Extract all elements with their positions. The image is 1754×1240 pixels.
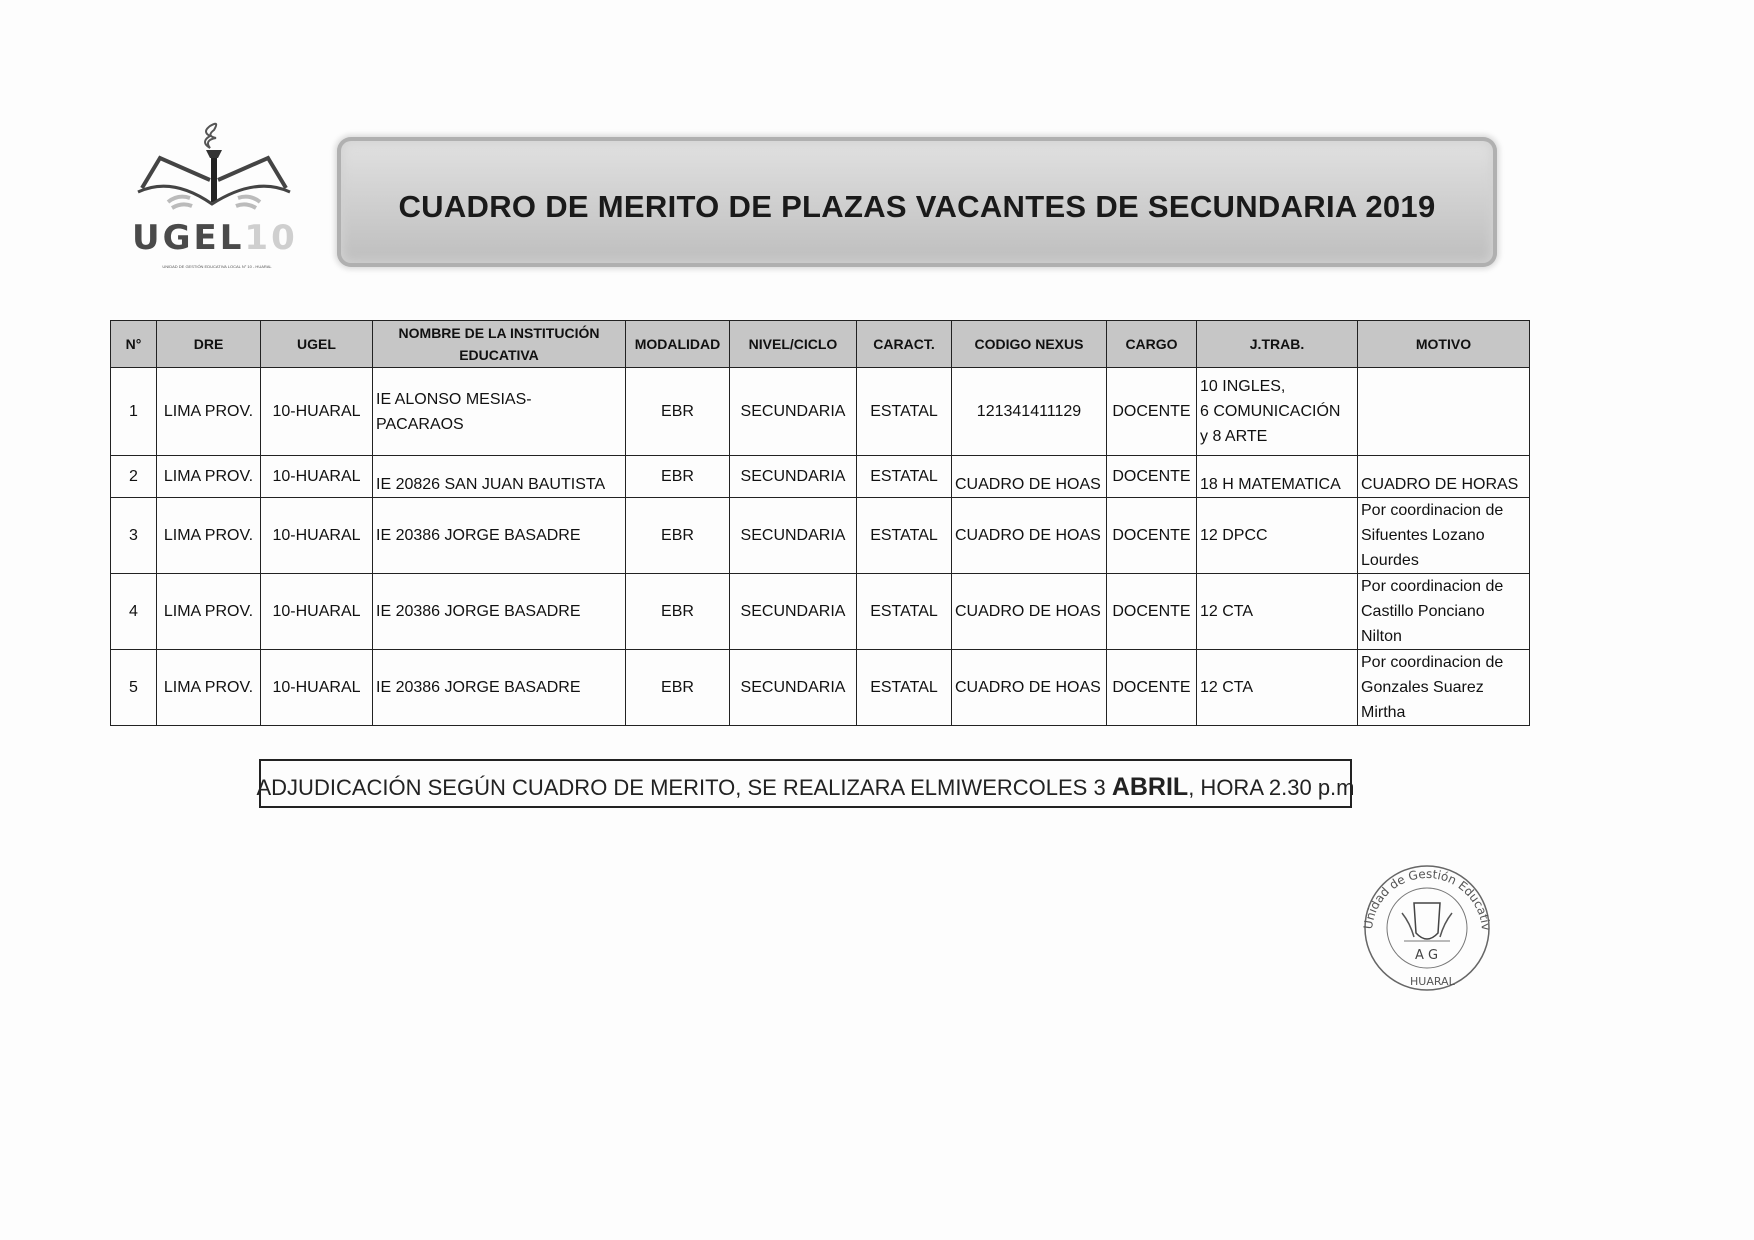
cell-n: 4 xyxy=(111,574,157,650)
cell-modalidad: EBR xyxy=(626,574,730,650)
col-header-codigo: CODIGO NEXUS xyxy=(952,321,1107,368)
seal-stamp-icon xyxy=(1352,863,1502,993)
cell-motivo: CUADRO DE HORAS xyxy=(1358,456,1530,498)
motivo-line: Mirtha xyxy=(1361,704,1406,721)
jtrab-line: 6 COMUNICACIÓN xyxy=(1200,403,1341,420)
cell-nivel: SECUNDARIA xyxy=(730,456,857,498)
cell-nivel: SECUNDARIA xyxy=(730,368,857,456)
seal-initials: A G xyxy=(1415,948,1439,963)
cell-caract: ESTATAL xyxy=(857,456,952,498)
cell-n: 3 xyxy=(111,498,157,574)
cell-codigo: CUADRO DE HOAS xyxy=(952,650,1107,726)
cell-modalidad: EBR xyxy=(626,498,730,574)
motivo-line: Por coordinacion de xyxy=(1361,502,1504,519)
cell-codigo: CUADRO DE HOAS xyxy=(952,456,1107,498)
title-banner xyxy=(337,137,1497,267)
col-header-nivel: NIVEL/CICLO xyxy=(730,321,857,368)
notice-text-before: ADJUDICACIÓN SEGÚN CUADRO DE MERITO, SE REALIZARA ELMIWERCOLES 3 xyxy=(256,774,1112,800)
seal-top-text: Unidad de Gestión Educativ xyxy=(1361,866,1494,932)
cell-ugel: 10-HUARAL xyxy=(261,574,373,650)
cell-caract: ESTATAL xyxy=(857,368,952,456)
cell-nivel: SECUNDARIA xyxy=(730,650,857,726)
cell-caract: ESTATAL xyxy=(857,498,952,574)
cell-ugel: 10-HUARAL xyxy=(261,498,373,574)
motivo-line: Sifuentes Lozano xyxy=(1361,527,1485,544)
cell-dre: LIMA PROV. xyxy=(157,650,261,726)
motivo-line: Por coordinacion de xyxy=(1361,654,1504,671)
motivo-line: Gonzales Suarez xyxy=(1361,679,1484,696)
table-row xyxy=(111,574,1530,650)
cell-modalidad: EBR xyxy=(626,456,730,498)
motivo-line: Nilton xyxy=(1361,628,1402,645)
col-header-dre: DRE xyxy=(157,321,261,368)
cell-codigo: CUADRO DE HOAS xyxy=(952,498,1107,574)
cell-jtrab: 12 CTA xyxy=(1197,574,1358,650)
jtrab-line: y 8 ARTE xyxy=(1200,428,1268,445)
col-header-caract: CARACT. xyxy=(857,321,952,368)
cell-nivel: SECUNDARIA xyxy=(730,498,857,574)
cell-caract: ESTATAL xyxy=(857,650,952,726)
cell-ugel: 10-HUARAL xyxy=(261,456,373,498)
cell-nivel: SECUNDARIA xyxy=(730,574,857,650)
cell-cargo: DOCENTE xyxy=(1107,498,1197,574)
official-seal xyxy=(1352,863,1502,993)
col-header-nombre-line2: EDUCATIVA xyxy=(459,347,539,363)
notice-text-after: , HORA 2.30 p.m xyxy=(1188,774,1355,800)
logo-wordmark xyxy=(132,218,302,258)
table-row xyxy=(111,650,1530,726)
cell-caract: ESTATAL xyxy=(857,574,952,650)
merit-table xyxy=(110,320,1530,726)
cell-cargo: DOCENTE xyxy=(1107,456,1197,498)
table-row xyxy=(111,498,1530,574)
table-row xyxy=(111,456,1530,498)
table-header-row xyxy=(111,321,1530,368)
svg-text:Unidad de Gestión Educativa Lo xyxy=(1352,863,1493,931)
ugel-logo xyxy=(132,118,302,270)
cell-jtrab: 12 DPCC xyxy=(1197,498,1358,574)
col-header-ugel: UGEL xyxy=(261,321,373,368)
cell-dre: LIMA PROV. xyxy=(157,456,261,498)
cell-jtrab: 18 H MATEMATICA xyxy=(1197,456,1358,498)
cell-n: 2 xyxy=(111,456,157,498)
adjudication-notice xyxy=(256,759,1355,808)
cell-modalidad: EBR xyxy=(626,650,730,726)
cell-nombre: IE 20386 JORGE BASADRE xyxy=(373,574,626,650)
cell-motivo xyxy=(1358,498,1530,574)
cell-dre: LIMA PROV. xyxy=(157,498,261,574)
col-header-cargo: CARGO xyxy=(1107,321,1197,368)
motivo-line: Lourdes xyxy=(1361,552,1419,569)
cell-ugel: 10-HUARAL xyxy=(261,368,373,456)
motivo-line: Castillo Ponciano xyxy=(1361,603,1485,620)
cell-motivo xyxy=(1358,650,1530,726)
seal-bottom-text: HUARAL xyxy=(1410,975,1455,988)
cell-dre: LIMA PROV. xyxy=(157,574,261,650)
cell-n: 1 xyxy=(111,368,157,456)
logo-text-number: 10 xyxy=(244,218,298,258)
col-header-jtrab: J.TRAB. xyxy=(1197,321,1358,368)
cell-modalidad: EBR xyxy=(626,368,730,456)
cell-nombre: IE ALONSO MESIAS- PACARAOS xyxy=(373,368,626,456)
cell-ugel: 10-HUARAL xyxy=(261,650,373,726)
cell-nombre: IE 20386 JORGE BASADRE xyxy=(373,650,626,726)
logo-text-main: UGEL xyxy=(132,218,245,258)
col-header-nombre-line1: NOMBRE DE LA INSTITUCIÓN xyxy=(398,325,600,341)
cell-cargo: DOCENTE xyxy=(1107,650,1197,726)
col-header-modalidad: MODALIDAD xyxy=(626,321,730,368)
cell-motivo xyxy=(1358,574,1530,650)
page-title: CUADRO DE MERITO DE PLAZAS VACANTES DE SECUNDARIA 2019 xyxy=(398,189,1436,224)
motivo-line: Por coordinacion de xyxy=(1361,578,1504,595)
col-header-motivo: MOTIVO xyxy=(1358,321,1530,368)
cell-motivo xyxy=(1358,368,1530,456)
table-row xyxy=(111,368,1530,456)
cell-codigo: CUADRO DE HOAS xyxy=(952,574,1107,650)
cell-dre: LIMA PROV. xyxy=(157,368,261,456)
cell-cargo: DOCENTE xyxy=(1107,368,1197,456)
cell-jtrab: 12 CTA xyxy=(1197,650,1358,726)
cell-cargo: DOCENTE xyxy=(1107,574,1197,650)
torch-book-icon xyxy=(132,118,302,218)
cell-n: 5 xyxy=(111,650,157,726)
notice-month: ABRIL xyxy=(1111,773,1189,801)
cell-codigo: 121341411129 xyxy=(952,368,1107,456)
cell-jtrab xyxy=(1197,368,1358,456)
logo-subtitle: UNIDAD DE GESTIÓN EDUCATIVA LOCAL N° 10 - HUARAL xyxy=(162,264,272,269)
col-header-n: N° xyxy=(111,321,157,368)
jtrab-line: 10 INGLES, xyxy=(1200,378,1286,395)
cell-nombre: IE 20826 SAN JUAN BAUTISTA xyxy=(373,456,626,498)
cell-nombre: IE 20386 JORGE BASADRE xyxy=(373,498,626,574)
col-header-nombre xyxy=(373,321,626,368)
